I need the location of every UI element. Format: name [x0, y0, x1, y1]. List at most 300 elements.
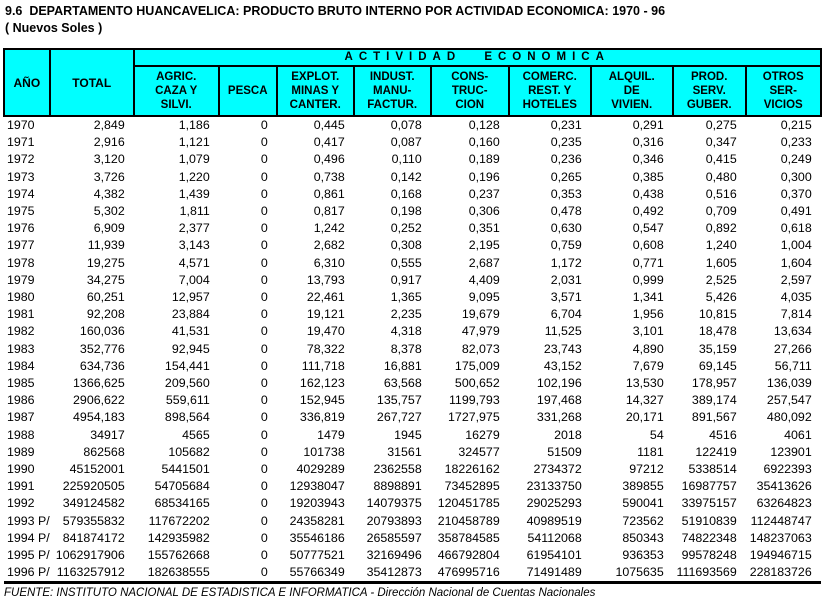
year-cell: 1992	[7, 496, 35, 511]
value-cell-comerc-rest-hoteles: 331,268	[536, 410, 582, 425]
value-cell-comerc-rest-hoteles: 0,630	[550, 221, 582, 236]
value-cell-agric-caza-silvi: 1,121	[178, 135, 210, 150]
value-cell-comerc-rest-hoteles: 0,231	[550, 118, 582, 132]
col-header-line: ALQUIL.	[608, 71, 655, 83]
value-cell-total: 1163257912	[50, 564, 134, 583]
col-header-line: OTROS	[762, 71, 804, 83]
value-cell-indust-manufactur: 20793893	[366, 513, 422, 528]
value-cell-prod-serv-guber: 4516	[709, 427, 737, 442]
value-cell-explot-minas-canter: 101738	[303, 444, 345, 459]
value-cell-explot-minas-canter: 19203943	[289, 496, 345, 511]
value-cell-otros-servicios: 0,215	[780, 118, 812, 132]
table-row	[4, 495, 821, 512]
col-header-indust-manufactur	[354, 66, 431, 116]
value-cell-agric-caza-silvi: 182638555	[134, 564, 219, 583]
value-cell-total: 4,382	[93, 186, 125, 201]
table-body	[4, 116, 821, 583]
value-cell-prod-serv-guber: 99578248	[681, 548, 737, 563]
col-header-line: CAZA Y	[155, 85, 198, 97]
value-cell-agric-caza-silvi: 898,564	[164, 410, 210, 425]
table-row	[4, 203, 821, 220]
year-cell: 1993 P/	[7, 513, 50, 528]
value-cell-pesca: 0	[260, 290, 268, 305]
value-cell-alquiler-vivienda: 0,346	[632, 152, 664, 167]
value-cell-pesca: 0	[260, 307, 268, 322]
value-cell-alquiler-vivienda: 0,492	[632, 204, 664, 219]
value-cell-agric-caza-silvi: 1,811	[179, 204, 210, 219]
value-cell-total: 4954,183	[73, 410, 125, 425]
value-cell-construccion: 0,189	[468, 152, 500, 167]
value-cell-agric-caza-silvi: 142935982	[147, 530, 210, 545]
value-cell-prod-serv-guber: 178,957	[691, 376, 737, 391]
value-cell-alquiler-vivienda: 0,438	[632, 186, 664, 201]
value-cell-explot-minas-canter: 78,322	[306, 341, 345, 356]
value-cell-otros-servicios: 2,597	[780, 272, 812, 287]
year-cell: 1983	[7, 341, 35, 356]
value-cell-alquiler-vivienda: 7,679	[632, 358, 664, 373]
value-cell-indust-manufactur: 0,252	[390, 221, 422, 236]
value-cell-otros-servicios: 0,491	[780, 204, 812, 219]
value-cell-agric-caza-silvi: 54705684	[154, 479, 210, 494]
value-cell-construccion: 2,687	[468, 255, 500, 270]
value-cell-otros-servicios: 0,233	[780, 135, 812, 150]
value-cell-comerc-rest-hoteles: 2018	[554, 427, 582, 442]
value-cell-indust-manufactur: 0,110	[391, 152, 422, 167]
value-cell-indust-manufactur: 267,727	[376, 410, 422, 425]
value-cell-indust-manufactur: 31561	[387, 444, 422, 459]
value-cell-indust-manufactur: 0,917	[390, 272, 422, 287]
value-cell-indust-manufactur: 1,365	[390, 290, 422, 305]
year-cell: 1979	[7, 272, 35, 287]
value-cell-prod-serv-guber: 1,605	[705, 255, 737, 270]
value-cell-total: 841874172	[62, 530, 125, 545]
table-row	[4, 237, 821, 254]
value-cell-indust-manufactur: 8,378	[390, 341, 422, 356]
page-subtitle: ( Nuevos Soles )	[5, 21, 103, 35]
value-cell-alquiler-vivienda: 0,771	[632, 255, 664, 270]
value-cell-pesca: 0	[260, 341, 268, 356]
value-cell-pesca: 0	[260, 376, 268, 391]
value-cell-total: 160,036	[79, 324, 125, 339]
col-header-line: CONS-	[451, 71, 489, 83]
value-cell-total: 225920505	[62, 479, 125, 494]
value-cell-total: 3,120	[93, 152, 125, 167]
value-cell-alquiler-vivienda: 97212	[629, 462, 664, 477]
value-cell-total: 2,849	[93, 118, 125, 132]
value-cell-indust-manufactur: 26585597	[366, 530, 422, 545]
value-cell-total: 1366,625	[73, 376, 125, 391]
value-cell-comerc-rest-hoteles: 43,152	[543, 358, 582, 373]
value-cell-prod-serv-guber: 10,815	[698, 307, 737, 322]
year-cell: 1985	[7, 376, 35, 391]
value-cell-explot-minas-canter: 6,310	[313, 255, 345, 270]
value-cell-comerc-rest-hoteles: 0,353	[550, 186, 582, 201]
value-cell-indust-manufactur: 63,568	[383, 376, 422, 391]
value-cell-construccion: 9,095	[468, 290, 500, 305]
table-row	[4, 478, 821, 495]
value-cell-comerc-rest-hoteles: 0,759	[550, 238, 582, 253]
value-cell-indust-manufactur: 2,235	[390, 307, 422, 322]
value-cell-otros-servicios: 27,266	[773, 341, 812, 356]
year-cell: 1978	[7, 255, 35, 270]
value-cell-total: 11,939	[87, 238, 125, 253]
value-cell-agric-caza-silvi: 117672202	[148, 513, 210, 528]
value-cell-explot-minas-canter: 0,738	[313, 169, 345, 184]
value-cell-explot-minas-canter: 55766349	[277, 564, 354, 583]
col-header-construccion	[431, 66, 509, 116]
value-cell-otros-servicios: 0,300	[780, 169, 812, 184]
page-title: 9.6 DEPARTAMENTO HUANCAVELICA: PRODUCTO BRUTO INTERNO POR ACTIVIDAD ECONOMICA: 1970 - 96	[5, 4, 666, 18]
value-cell-total: 5,302	[93, 204, 125, 219]
table-row	[4, 169, 821, 186]
table-row	[4, 375, 821, 392]
value-cell-pesca: 0	[260, 255, 268, 270]
table-row	[4, 151, 821, 168]
value-cell-prod-serv-guber: 0,347	[705, 135, 737, 150]
value-cell-total: 92,208	[86, 307, 125, 322]
value-cell-prod-serv-guber: 0,480	[705, 169, 737, 184]
value-cell-comerc-rest-hoteles: 51509	[547, 444, 582, 459]
value-cell-pesca: 0	[260, 410, 268, 425]
value-cell-otros-servicios: 148237063	[749, 530, 812, 545]
value-cell-explot-minas-canter: 0,861	[313, 186, 345, 201]
value-cell-indust-manufactur: 35412873	[354, 564, 431, 583]
value-cell-otros-servicios: 123901	[770, 444, 812, 459]
year-cell: 1991	[7, 479, 35, 494]
col-header-line: REST. Y	[528, 85, 572, 97]
value-cell-construccion: 2,195	[468, 238, 500, 253]
col-header-line: VICIOS	[763, 99, 803, 111]
value-cell-alquiler-vivienda: 13,530	[625, 376, 664, 391]
value-cell-comerc-rest-hoteles: 6,704	[550, 307, 582, 322]
value-cell-comerc-rest-hoteles: 1,172	[550, 255, 582, 270]
value-cell-construccion: 16279	[465, 427, 500, 442]
value-cell-indust-manufactur: 0,142	[390, 169, 422, 184]
value-cell-explot-minas-canter: 0,817	[313, 204, 345, 219]
year-cell: 1971	[7, 135, 35, 150]
value-cell-alquiler-vivienda: 389855	[622, 479, 664, 494]
value-cell-pesca: 0	[260, 427, 268, 442]
value-cell-comerc-rest-hoteles: 23,743	[543, 341, 582, 356]
value-cell-pesca: 0	[260, 135, 268, 150]
value-cell-comerc-rest-hoteles: 0,265	[550, 169, 582, 184]
value-cell-comerc-rest-hoteles: 54112068	[527, 530, 582, 545]
value-cell-construccion: 47,979	[461, 324, 500, 339]
value-cell-prod-serv-guber: 0,892	[705, 221, 737, 236]
table-row	[4, 134, 821, 151]
value-cell-explot-minas-canter: 111,718	[301, 358, 345, 373]
table-row	[4, 116, 821, 134]
value-cell-construccion: 324577	[458, 444, 500, 459]
value-cell-pesca: 0	[260, 444, 268, 459]
col-header-line: SERV.	[692, 85, 726, 97]
value-cell-total: 2,916	[93, 135, 125, 150]
value-cell-pesca: 0	[260, 152, 268, 167]
value-cell-agric-caza-silvi: 209,560	[164, 376, 210, 391]
table-row	[4, 323, 821, 340]
value-cell-indust-manufactur: 0,168	[390, 186, 422, 201]
value-cell-alquiler-vivienda: 850343	[622, 530, 664, 545]
year-cell: 1996 P/	[4, 564, 50, 583]
value-cell-agric-caza-silvi: 3,143	[178, 238, 210, 253]
value-cell-pesca: 0	[260, 513, 268, 528]
value-cell-explot-minas-canter: 0,445	[313, 118, 345, 132]
value-cell-otros-servicios: 0,249	[780, 152, 812, 167]
col-header-ano: AÑO	[4, 49, 50, 116]
value-cell-indust-manufactur: 14079375	[366, 496, 422, 511]
value-cell-comerc-rest-hoteles: 2,031	[550, 272, 582, 287]
value-cell-otros-servicios: 4061	[784, 427, 812, 442]
table-header	[4, 49, 821, 116]
col-header-line: VIVIEN.	[611, 99, 653, 111]
col-header-line: DE	[623, 85, 640, 97]
value-cell-total: 34917	[90, 427, 125, 442]
value-cell-prod-serv-guber: 69,145	[698, 358, 737, 373]
value-cell-alquiler-vivienda: 0,291	[632, 118, 664, 132]
col-header-line: HOTELES	[522, 99, 577, 111]
value-cell-indust-manufactur: 2362558	[373, 462, 422, 477]
value-cell-construccion: 1727,975	[448, 410, 500, 425]
table-row	[4, 461, 821, 478]
value-cell-explot-minas-canter: 336,819	[299, 410, 345, 425]
value-cell-comerc-rest-hoteles: 61954101	[526, 548, 582, 563]
value-cell-total: 1062917906	[55, 548, 125, 563]
value-cell-prod-serv-guber: 74822348	[681, 530, 737, 545]
value-cell-alquiler-vivienda: 0,316	[632, 135, 664, 150]
year-cell: 1981	[7, 307, 35, 322]
value-cell-agric-caza-silvi: 7,004	[178, 272, 210, 287]
table-row	[4, 272, 821, 289]
col-header-comerc-rest-hoteles	[509, 66, 591, 116]
table-row	[4, 409, 821, 426]
value-cell-construccion: 0,237	[468, 186, 500, 201]
value-cell-prod-serv-guber: 0,516	[705, 186, 737, 201]
value-cell-pesca: 0	[260, 548, 268, 563]
table-row	[4, 186, 821, 203]
value-cell-total: 2906,622	[73, 393, 125, 408]
value-cell-prod-serv-guber: 2,525	[705, 272, 737, 287]
value-cell-pesca: 0	[260, 324, 268, 339]
value-cell-otros-servicios: 56,711	[774, 358, 812, 373]
value-cell-explot-minas-canter: 2,682	[313, 238, 345, 253]
value-cell-pesca: 0	[260, 272, 268, 287]
value-cell-prod-serv-guber: 891,567	[691, 410, 737, 425]
value-cell-prod-serv-guber: 18,478	[698, 324, 737, 339]
value-cell-alquiler-vivienda: 723562	[622, 513, 664, 528]
value-cell-otros-servicios: 0,370	[780, 186, 812, 201]
value-cell-indust-manufactur: 8898891	[373, 479, 422, 494]
year-cell: 1987	[7, 410, 35, 425]
year-cell: 1973	[7, 169, 35, 184]
value-cell-pesca: 0	[260, 221, 268, 236]
value-cell-alquiler-vivienda: 1181	[637, 444, 664, 459]
value-cell-total: 352,776	[79, 341, 125, 356]
value-cell-alquiler-vivienda: 1,956	[632, 307, 664, 322]
value-cell-alquiler-vivienda: 14,327	[625, 393, 664, 408]
table-row	[4, 427, 821, 444]
value-cell-otros-servicios: 13,634	[773, 324, 812, 339]
value-cell-total: 349124582	[62, 496, 125, 511]
value-cell-comerc-rest-hoteles: 40989519	[526, 513, 582, 528]
table-row	[4, 392, 821, 409]
col-header-line: GUBER.	[686, 99, 732, 111]
value-cell-indust-manufactur: 4,318	[390, 324, 422, 339]
table-row	[4, 255, 821, 272]
table-row	[4, 306, 821, 323]
table-row	[4, 341, 821, 358]
value-cell-comerc-rest-hoteles: 0,236	[550, 152, 582, 167]
value-cell-indust-manufactur: 0,308	[390, 238, 422, 253]
value-cell-prod-serv-guber: 389,174	[691, 393, 737, 408]
col-header-line: TRUC-	[451, 85, 488, 97]
col-header-otros-servicios	[746, 66, 821, 116]
table-row	[4, 530, 821, 547]
table-row	[4, 513, 821, 530]
value-cell-agric-caza-silvi: 41,531	[171, 324, 210, 339]
value-cell-otros-servicios: 35413626	[756, 479, 812, 494]
value-cell-construccion: 120451785	[437, 496, 500, 511]
value-cell-agric-caza-silvi: 1,439	[178, 186, 210, 201]
value-cell-alquiler-vivienda: 590041	[622, 496, 664, 511]
value-cell-otros-servicios: 194946715	[749, 548, 812, 563]
col-header-line: AGRIC.	[156, 71, 197, 83]
value-cell-comerc-rest-hoteles: 3,571	[550, 290, 582, 305]
value-cell-agric-caza-silvi: 154,441	[164, 358, 210, 373]
value-cell-explot-minas-canter: 19,470	[306, 324, 345, 339]
value-cell-agric-caza-silvi: 5441501	[161, 462, 210, 477]
col-header-line: MANU-	[373, 85, 412, 97]
col-header-line: CION	[455, 99, 485, 111]
value-cell-comerc-rest-hoteles: 0,478	[550, 204, 582, 219]
col-header-line: MINAS Y	[291, 85, 340, 97]
value-cell-total: 60,251	[86, 290, 125, 305]
value-cell-prod-serv-guber: 35,159	[698, 341, 737, 356]
value-cell-agric-caza-silvi: 1,220	[178, 169, 210, 184]
year-cell: 1976	[7, 221, 35, 236]
value-cell-agric-caza-silvi: 559,611	[165, 393, 210, 408]
value-cell-indust-manufactur: 32169496	[366, 548, 422, 563]
value-cell-explot-minas-canter: 13,793	[306, 272, 345, 287]
value-cell-prod-serv-guber: 111693569	[673, 564, 746, 583]
value-cell-total: 862568	[83, 444, 125, 459]
value-cell-construccion: 0,160	[468, 135, 500, 150]
value-cell-comerc-rest-hoteles: 2734372	[533, 462, 582, 477]
value-cell-prod-serv-guber: 122419	[695, 444, 737, 459]
value-cell-total: 19,275	[86, 255, 125, 270]
value-cell-agric-caza-silvi: 4,571	[178, 255, 210, 270]
col-header-line: FACTUR.	[367, 99, 418, 111]
value-cell-agric-caza-silvi: 12,957	[171, 290, 210, 305]
value-cell-construccion: 18226162	[444, 462, 500, 477]
value-cell-pesca: 0	[260, 204, 268, 219]
value-cell-explot-minas-canter: 22,461	[306, 290, 345, 305]
value-cell-prod-serv-guber: 5338514	[688, 462, 737, 477]
value-cell-pesca: 0	[260, 462, 268, 477]
year-cell: 1984	[7, 358, 35, 373]
value-cell-alquiler-vivienda: 54	[649, 427, 664, 442]
value-cell-comerc-rest-hoteles: 23133750	[526, 479, 582, 494]
value-cell-construccion: 466792804	[437, 548, 500, 563]
year-cell: 1986	[7, 393, 35, 408]
value-cell-alquiler-vivienda: 0,547	[632, 221, 664, 236]
year-cell: 1972	[7, 152, 35, 167]
col-header-line: SILVI.	[160, 99, 192, 111]
value-cell-prod-serv-guber: 0,709	[705, 204, 737, 219]
value-cell-otros-servicios: 4,035	[780, 290, 812, 305]
value-cell-explot-minas-canter: 50777521	[289, 548, 345, 563]
col-header-explot-minas-canter	[277, 66, 354, 116]
value-cell-explot-minas-canter: 19,121	[306, 307, 345, 322]
value-cell-otros-servicios: 480,092	[766, 410, 812, 425]
value-cell-explot-minas-canter: 12938047	[289, 479, 345, 494]
col-header-prod-serv-guber	[673, 66, 746, 116]
value-cell-agric-caza-silvi: 4565	[182, 427, 210, 442]
value-cell-explot-minas-canter: 152,945	[299, 393, 345, 408]
value-cell-comerc-rest-hoteles: 29025293	[526, 496, 582, 511]
year-cell: 1994 P/	[7, 530, 50, 545]
value-cell-otros-servicios: 63264823	[756, 496, 812, 511]
value-cell-prod-serv-guber: 16987757	[681, 479, 737, 494]
value-cell-pesca: 0	[219, 564, 277, 583]
value-cell-pesca: 0	[260, 358, 268, 373]
value-cell-construccion: 1199,793	[448, 393, 500, 408]
value-cell-agric-caza-silvi: 2,377	[178, 221, 210, 236]
value-cell-explot-minas-canter: 1479	[317, 427, 345, 442]
value-cell-agric-caza-silvi: 92,945	[171, 341, 210, 356]
value-cell-construccion: 0,351	[468, 221, 500, 236]
value-cell-construccion: 4,409	[468, 272, 500, 287]
year-cell: 1995 P/	[7, 548, 50, 563]
value-cell-indust-manufactur: 0,555	[390, 255, 422, 270]
value-cell-indust-manufactur: 0,087	[390, 135, 422, 150]
value-cell-prod-serv-guber: 33975157	[681, 496, 737, 511]
value-cell-alquiler-vivienda: 0,385	[632, 169, 664, 184]
value-cell-explot-minas-canter: 0,496	[313, 152, 345, 167]
value-cell-agric-caza-silvi: 68534165	[154, 496, 210, 511]
col-header-line: PROD.	[691, 71, 728, 83]
col-header-line: EXPLOT.	[291, 71, 340, 83]
col-header-line: COMERC.	[522, 71, 577, 83]
col-header-line: PESCA	[227, 85, 268, 97]
value-cell-pesca: 0	[260, 118, 268, 132]
year-cell: 1980	[7, 290, 35, 305]
year-cell: 1977	[7, 238, 35, 253]
value-cell-alquiler-vivienda: 1,341	[632, 290, 664, 305]
value-cell-construccion: 175,009	[454, 358, 500, 373]
value-cell-explot-minas-canter: 4029289	[296, 462, 345, 477]
value-cell-prod-serv-guber: 1,240	[705, 238, 737, 253]
value-cell-alquiler-vivienda: 3,101	[632, 324, 664, 339]
value-cell-alquiler-vivienda: 0,608	[632, 238, 664, 253]
value-cell-construccion: 500,652	[454, 376, 500, 391]
value-cell-comerc-rest-hoteles: 102,196	[536, 376, 582, 391]
col-header-alquiler-vivienda	[591, 66, 673, 116]
group-header-actividad-economica: ACTIVIDAD ECONOMICA	[134, 49, 821, 66]
value-cell-construccion: 210458789	[437, 513, 500, 528]
value-cell-explot-minas-canter: 24358281	[289, 513, 345, 528]
value-cell-otros-servicios: 112448747	[750, 513, 812, 528]
value-cell-total: 45152001	[69, 462, 125, 477]
value-cell-agric-caza-silvi: 155762668	[147, 548, 210, 563]
value-cell-otros-servicios: 0,618	[780, 221, 812, 236]
value-cell-agric-caza-silvi: 105682	[168, 444, 210, 459]
value-cell-construccion: 0,196	[468, 169, 500, 184]
value-cell-explot-minas-canter: 0,417	[313, 135, 345, 150]
col-header-agric-caza-silvi	[134, 66, 219, 116]
value-cell-otros-servicios: 136,039	[766, 376, 812, 391]
value-cell-total: 3,726	[93, 169, 125, 184]
value-cell-construccion: 19,679	[461, 307, 500, 322]
